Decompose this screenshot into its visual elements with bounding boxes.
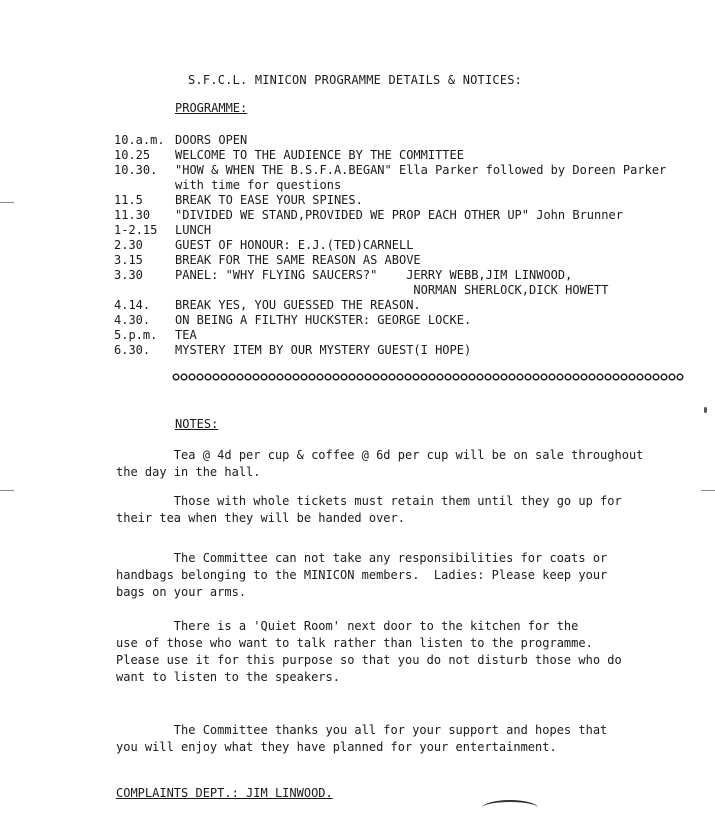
- programme-item: BREAK TO EASE YOUR SPINES.: [175, 193, 363, 207]
- programme-item: "DIVIDED WE STAND,PROVIDED WE PROP EACH OTHER UP" John Brunner: [175, 208, 623, 222]
- programme-row: [114, 313, 694, 328]
- programme-time: 1-2.15: [114, 223, 158, 237]
- programme-row: [114, 283, 694, 298]
- programme-time: 11.5: [114, 193, 143, 207]
- programme-time: 10.25: [114, 148, 151, 162]
- programme-row: [114, 163, 694, 178]
- document-title: S.F.C.L. MINICON PROGRAMME DETAILS & NOTICES:: [188, 73, 523, 87]
- programme-heading: PROGRAMME:: [175, 101, 248, 115]
- programme-row: [114, 343, 694, 358]
- handwritten-scrawl: [482, 800, 538, 816]
- programme-row: [114, 268, 694, 283]
- programme-item: MYSTERY ITEM BY OUR MYSTERY GUEST(I HOPE): [175, 343, 472, 357]
- ink-mark: [704, 407, 707, 413]
- programme-item: with time for questions: [175, 178, 342, 192]
- programme-time: 3.15: [114, 253, 143, 267]
- note-paragraph: The Committee thanks you all for your support and hopes that you will enjoy what they have planned for your entertainment.: [116, 723, 608, 754]
- programme-time: [114, 178, 175, 193]
- edge-mark: [0, 490, 14, 491]
- programme-item: BREAK YES, YOU GUESSED THE REASON.: [175, 298, 421, 312]
- programme-item: BREAK FOR THE SAME REASON AS ABOVE: [175, 253, 421, 267]
- programme-item: WELCOME TO THE AUDIENCE BY THE COMMITTEE: [175, 148, 464, 162]
- programme-time: 4.30.: [114, 313, 151, 327]
- programme-row: [114, 298, 694, 313]
- programme-item: NORMAN SHERLOCK,DICK HOWETT: [175, 283, 609, 297]
- programme-item: TEA: [175, 328, 197, 342]
- programme-item: DOORS OPEN: [175, 133, 248, 147]
- notes-heading: NOTES:: [175, 417, 219, 431]
- note-paragraph: The Committee can not take any responsibilities for coats or handbags belonging to the MINICON members. Ladies: Please keep your bags on your arms.: [116, 551, 608, 599]
- note-paragraph: There is a 'Quiet Room' next door to the kitchen for the use of those who want to talk rather than listen to the programme. Please use it for this purpose so that you do not disturb those who do want to listen to the speakers.: [116, 619, 622, 684]
- edge-mark: [0, 202, 14, 203]
- note-paragraph: Tea @ 4d per cup & coffee @ 6d per cup will be on sale throughout the day in the hall.: [116, 448, 644, 479]
- programme-item: "HOW & WHEN THE B.S.F.A.BEGAN" Ella Parker followed by Doreen Parker: [175, 163, 667, 177]
- programme-item: PANEL: "WHY FLYING SAUCERS?" JERRY WEBB,JIM LINWOOD,: [175, 268, 573, 282]
- programme-row: [114, 328, 694, 343]
- programme-item: LUNCH: [175, 223, 212, 237]
- programme-time: 5.p.m.: [114, 328, 158, 342]
- programme-row: [114, 253, 694, 268]
- note-paragraph: Those with whole tickets must retain them until they go up for their tea when they will be handed over.: [116, 494, 622, 525]
- decorative-divider: [172, 372, 684, 382]
- programme-list: [114, 133, 694, 358]
- programme-item: GUEST OF HONOUR: E.J.(TED)CARNELL: [175, 238, 414, 252]
- edge-mark: [701, 490, 715, 491]
- programme-row: [114, 133, 694, 148]
- programme-time: 2.30: [114, 238, 143, 252]
- programme-time: 10.30.: [114, 163, 158, 177]
- complaints-line: COMPLAINTS DEPT.: JIM LINWOOD.: [116, 786, 333, 800]
- programme-time: 6.30.: [114, 343, 151, 357]
- programme-row: [114, 178, 694, 193]
- programme-row: [114, 193, 694, 208]
- programme-row: [114, 148, 694, 163]
- programme-row: [114, 208, 694, 223]
- programme-time: 3.30: [114, 268, 143, 282]
- programme-row: [114, 238, 694, 253]
- programme-row: [114, 223, 694, 238]
- programme-time: 4.14.: [114, 298, 151, 312]
- programme-time: [114, 283, 175, 298]
- programme-time: 10.a.m.: [114, 133, 165, 147]
- programme-item: ON BEING A FILTHY HUCKSTER: GEORGE LOCKE.: [175, 313, 472, 327]
- programme-time: 11.30: [114, 208, 151, 222]
